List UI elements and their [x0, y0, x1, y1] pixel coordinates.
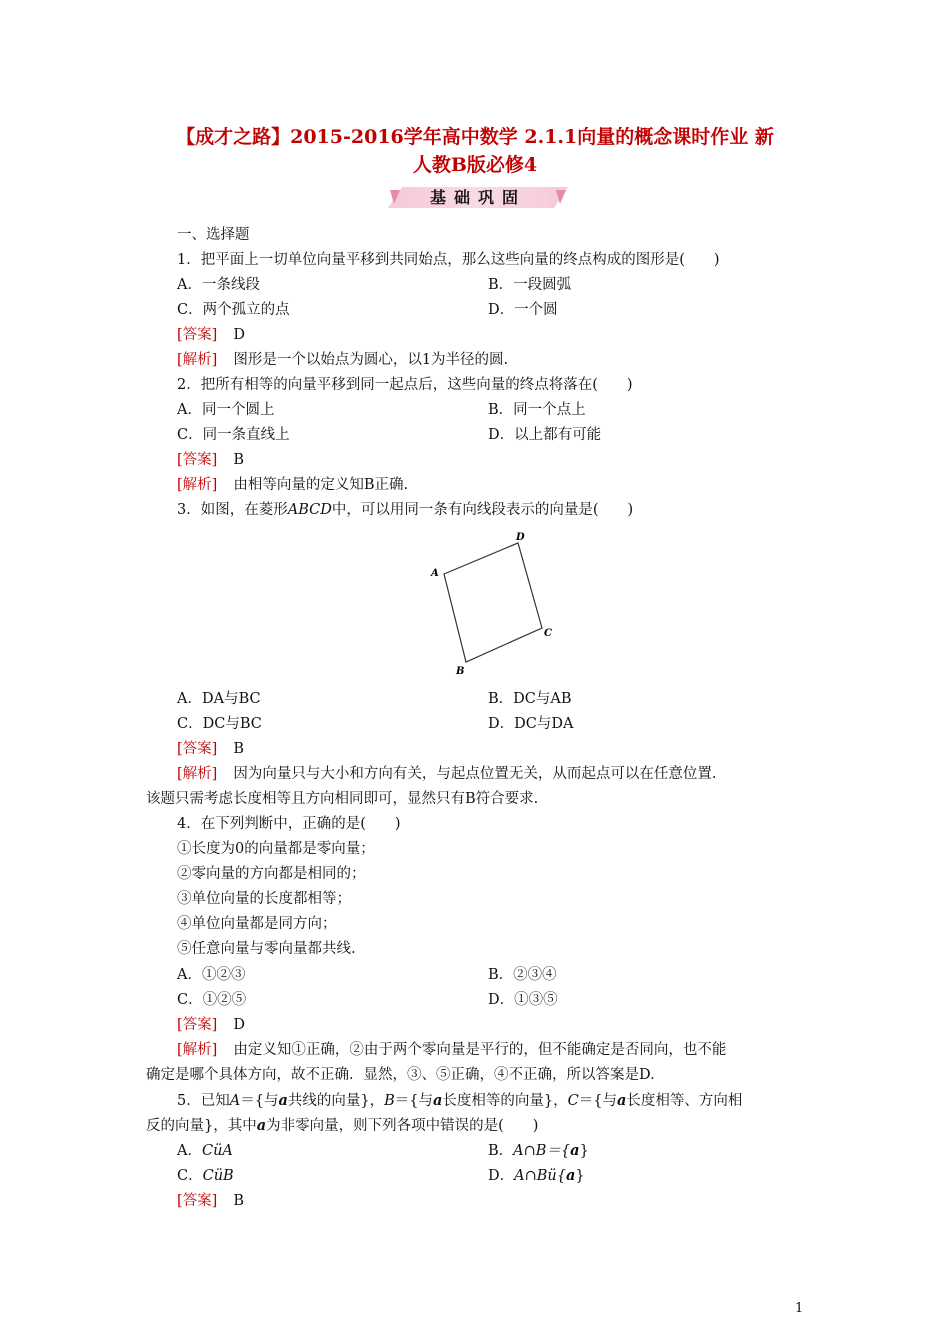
q3-answer-value: B [233, 741, 244, 757]
q5-text: ＝{与 [394, 1093, 433, 1109]
document-title-line1: 【成才之路】2015-2016学年高中数学 2.1.1向量的概念课时作业 新 [176, 126, 774, 148]
q4-statement-2: ②零向量的方向都是相同的； [177, 866, 366, 882]
q2-option-d: D．以上都有可能 [488, 427, 602, 443]
q3-stem-post: 中，可以用同一条有向线段表示的向量是( ) [331, 502, 634, 518]
q5-option-a [177, 1141, 233, 1161]
option-math: CüA [201, 1143, 233, 1159]
vector-a: a [565, 1167, 576, 1184]
q5-text: 长度相等的向量}， [442, 1093, 568, 1109]
section-banner [388, 184, 568, 210]
q2-option-a: A．同一个圆上 [177, 402, 275, 418]
q4-option-a: A．①②③ [177, 967, 246, 983]
q3-option-a: A．DA与BC [177, 691, 261, 707]
set-b: B [384, 1093, 395, 1109]
q5-stem-line1 [177, 1091, 742, 1111]
option-letter: C． [177, 1168, 203, 1184]
q2-analysis [177, 475, 408, 495]
rhombus-shape [444, 543, 542, 662]
q4-statement-4: ④单位向量都是同方向； [177, 916, 337, 932]
vertex-label-a: A [431, 568, 439, 579]
q3-option-c: C．DC与BC [177, 716, 262, 732]
q2-stem: 2．把所有相等的向量平移到同一起点后，这些向量的终点将落在( ) [177, 377, 633, 393]
answer-label: [答案] [177, 452, 218, 468]
banner-title: 基础巩固 [429, 188, 526, 207]
q3-analysis-text-1: 因为向量只与大小和方向有关，与起点位置无关，从而起点可以在任意位置. [233, 766, 717, 782]
q5-text: ＝{与 [578, 1093, 617, 1109]
q1-option-a: A．一条线段 [177, 277, 260, 293]
answer-label: [答案] [177, 741, 218, 757]
q1-stem: 1．把平面上一切单位向量平移到共同始点，那么这些向量的终点构成的图形是( ) [177, 252, 720, 268]
q5-text: 共线的向量}， [287, 1093, 385, 1109]
q5-text: ＝{与 [240, 1093, 279, 1109]
analysis-label: [解析] [177, 1042, 218, 1058]
set-c: C [567, 1093, 579, 1109]
analysis-label: [解析] [177, 477, 218, 493]
q5-option-b [488, 1141, 589, 1161]
q4-option-c: C．①②⑤ [177, 992, 247, 1008]
q3-option-d: D．DC与DA [488, 716, 574, 732]
q3-stem-abcd: ABCD [287, 502, 332, 518]
q5-text: 5．已知 [177, 1093, 230, 1109]
q5-text: 长度相等、方向相 [626, 1093, 743, 1109]
vector-a: a [278, 1092, 288, 1109]
option-math: CüB [202, 1168, 234, 1184]
document-title-line2: 人教B版必修4 [412, 154, 538, 176]
q1-option-b: B．一段圆弧 [488, 277, 572, 293]
q3-analysis [177, 764, 716, 784]
vector-a: a [616, 1092, 627, 1109]
option-letter: B． [488, 1143, 514, 1159]
q4-answer-value: D [233, 1017, 245, 1033]
option-letter: A． [177, 1143, 202, 1159]
analysis-label: [解析] [177, 766, 218, 782]
q4-answer [177, 1015, 245, 1035]
q5-option-d [488, 1166, 585, 1186]
q5-text: 为非零向量，则下列各项中错误的是( ) [266, 1118, 539, 1134]
vertex-label-d: D [516, 532, 525, 543]
q5-answer-value: B [233, 1193, 244, 1209]
q2-option-c: C．同一条直线上 [177, 427, 290, 443]
q3-stem [177, 500, 633, 520]
q2-analysis-text: 由相等向量的定义知B正确. [233, 477, 409, 493]
q2-answer [177, 450, 244, 470]
section-heading: 一、选择题 [177, 227, 250, 243]
q1-option-c: C．两个孤立的点 [177, 302, 290, 318]
vector-a: a [432, 1092, 443, 1109]
q4-analysis [177, 1040, 726, 1060]
q1-answer-value: D [233, 327, 245, 343]
option-math-end: } [575, 1168, 585, 1184]
q4-statement-1: ①长度为0的向量都是零向量； [177, 841, 375, 857]
vector-a: a [570, 1142, 580, 1159]
q1-answer [177, 325, 245, 345]
q2-option-b: B．同一个点上 [488, 402, 586, 418]
answer-label: [答案] [177, 1017, 218, 1033]
q4-stem: 4．在下列判断中，正确的是( ) [177, 816, 401, 832]
q3-answer [177, 739, 244, 759]
q1-analysis-text: 图形是一个以始点为圆心，以1为半径的圆. [233, 352, 509, 368]
rhombus-figure [420, 528, 570, 678]
q1-option-d: D．一个圆 [488, 302, 558, 318]
vertex-label-b: B [456, 666, 465, 677]
option-math: A∩Bü{ [514, 1168, 566, 1184]
q3-stem-pre: 3．如图，在菱形 [177, 502, 288, 518]
vertex-label-c: C [544, 628, 552, 639]
q4-option-d: D．①③⑤ [488, 992, 558, 1008]
q3-option-b: B．DC与AB [488, 691, 572, 707]
rhombus-diagram [420, 528, 570, 678]
vector-a: a [256, 1117, 267, 1134]
page-number: 1 [795, 1301, 804, 1316]
answer-label: [答案] [177, 327, 218, 343]
q3-analysis-text-2: 该题只需考虑长度相等且方向相同即可，显然只有B符合要求. [146, 791, 539, 807]
q4-analysis-text-2: 确定是哪个具体方向，故不正确．显然，③、⑤正确，④不正确，所以答案是D. [146, 1067, 655, 1083]
q4-statement-3: ③单位向量的长度都相等； [177, 891, 351, 907]
q5-text: 反的向量}，其中 [146, 1118, 257, 1134]
q4-option-b: B．②③④ [488, 967, 557, 983]
option-math: A∩B＝{ [513, 1143, 571, 1159]
q5-option-c [177, 1166, 234, 1186]
q4-analysis-text-1: 由定义知①正确，②由于两个零向量是平行的，但不能确定是否同向，也不能 [233, 1042, 727, 1058]
q1-analysis [177, 350, 508, 370]
q5-answer [177, 1191, 244, 1211]
set-a: A [229, 1093, 241, 1109]
q4-statement-5: ⑤任意向量与零向量都共线. [177, 941, 356, 957]
option-letter: D． [488, 1168, 515, 1184]
answer-label: [答案] [177, 1193, 218, 1209]
q5-stem-line2 [146, 1116, 538, 1136]
option-math-end: } [579, 1143, 589, 1159]
q2-answer-value: B [233, 452, 244, 468]
analysis-label: [解析] [177, 352, 218, 368]
